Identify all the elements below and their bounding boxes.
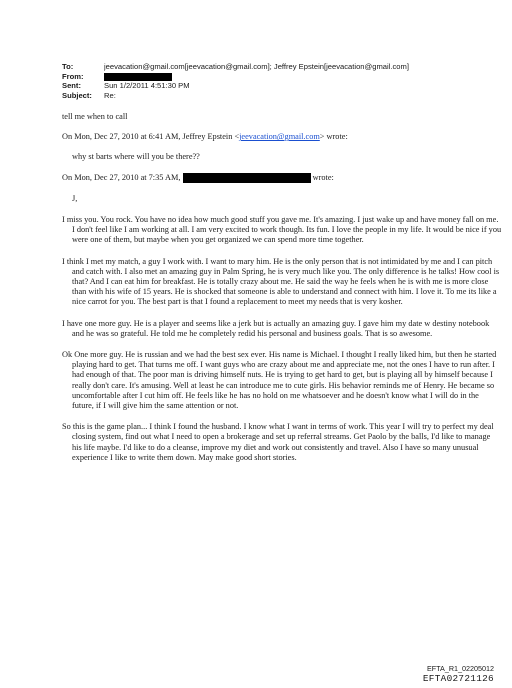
sent-value: Sun 1/2/2011 4:51:30 PM — [104, 81, 190, 91]
sender-redaction — [183, 173, 311, 183]
to-row — [62, 62, 502, 72]
salutation: J, — [72, 193, 78, 203]
reply-text: tell me when to call — [62, 112, 128, 121]
subject-label: Subject: — [62, 90, 92, 100]
paragraph-3: I have one more guy. He is a player and seems like a jerk but is actually an amazing guy. I gave him my date w destiny notebook and he was so grateful. He told me he completely redid his personal and business goals. That is so awesome. — [62, 318, 490, 338]
subject-value: Re: — [104, 90, 116, 100]
to-label: To: — [62, 62, 74, 71]
email-body — [62, 112, 502, 463]
paragraph-2: I think I met my match, a guy I work with. I want to mary him. He is the only person that is not intimidated by me and I can pitch and catch with. I also met an amazing guy in Palm Spring, he is very much like you. The only difference is he talks! How cool is that? And I can eat him for breakfast. He is totally crazy about me. He said the way he feels when he is with me is more close than with his wife of 15 years. He is shocked that someone is able to understand and connect with him. I love it. To me its like a nice carrot for you. The best part is that I found a replacement to meet my needs that is very kosher. — [62, 256, 500, 307]
from-redaction — [104, 73, 172, 81]
quote1-email-link[interactable]: jeevacation@gmail.com — [239, 132, 320, 142]
footer-reference-2: EFTA02721126 — [422, 673, 494, 684]
sent-label: Sent: — [62, 81, 81, 91]
paragraph-1: I miss you. You rock. You have no idea how much good stuff you gave me. It's amazing. I just wake up and have money fall on me. I don't feel like I am working at all. I am very excited to work though. Its fun. I love the people in my life. It would be nice if you were one of them, but maybe when you get organized we can spend more time together. — [62, 215, 502, 245]
from-row — [62, 72, 502, 82]
from-label: From: — [62, 71, 84, 81]
paragraph-5: So this is the game plan... I think I found the husband. I know what I want in terms of work. This year I will try to perfect my deal closing system, find out what I need to open a brokerage and set up referral streams. Get Paolo by the balls, I'd like to manage his life maybe. I'd like to do a cleanse, improve my diet and work out consistently and travel. Also I have so many unusual experience I like to write them down. May make good short stories. — [62, 422, 494, 462]
paragraph-4: Ok One more guy. He is russian and we had the best sex ever. His name is Michael. I thought I really liked him, but then he started playing hard to get. That turns me off. I want guys who are crazy about me and appreciate me, not the ones I have to run after. I had enough of that. The poor man is driving himself nuts. He is trying to get hard to get, but is playing all by himself because I really don't care. It's amusing. Well at least he can introduce me to cute girls. His behavior reminds me of Henry. He became so uncomfortable after I cut him off. He feels like he has no hold on me whatsoever and he doesn't know what I will do in the future, if I will give him the same attention or not. — [62, 350, 497, 411]
sent-row — [62, 81, 502, 91]
footer-reference-1: EFTA_R1_02205012 — [427, 664, 494, 673]
quote2-header: On Mon, Dec 27, 2010 at 7:35 AM, wrote: — [62, 172, 334, 182]
to-value: jeevacation@gmail.com[jeevacation@gmail.com]; Jeffrey Epstein[jeevacation@gmail.com] — [104, 62, 409, 71]
quote1-header: On Mon, Dec 27, 2010 at 6:41 AM, Jeffrey Epstein <jeevacation@gmail.com> wrote: — [62, 132, 348, 142]
email-header — [62, 62, 502, 100]
subject-row — [62, 91, 502, 101]
quote1-text: why st barts where will you be there?? — [72, 152, 200, 162]
